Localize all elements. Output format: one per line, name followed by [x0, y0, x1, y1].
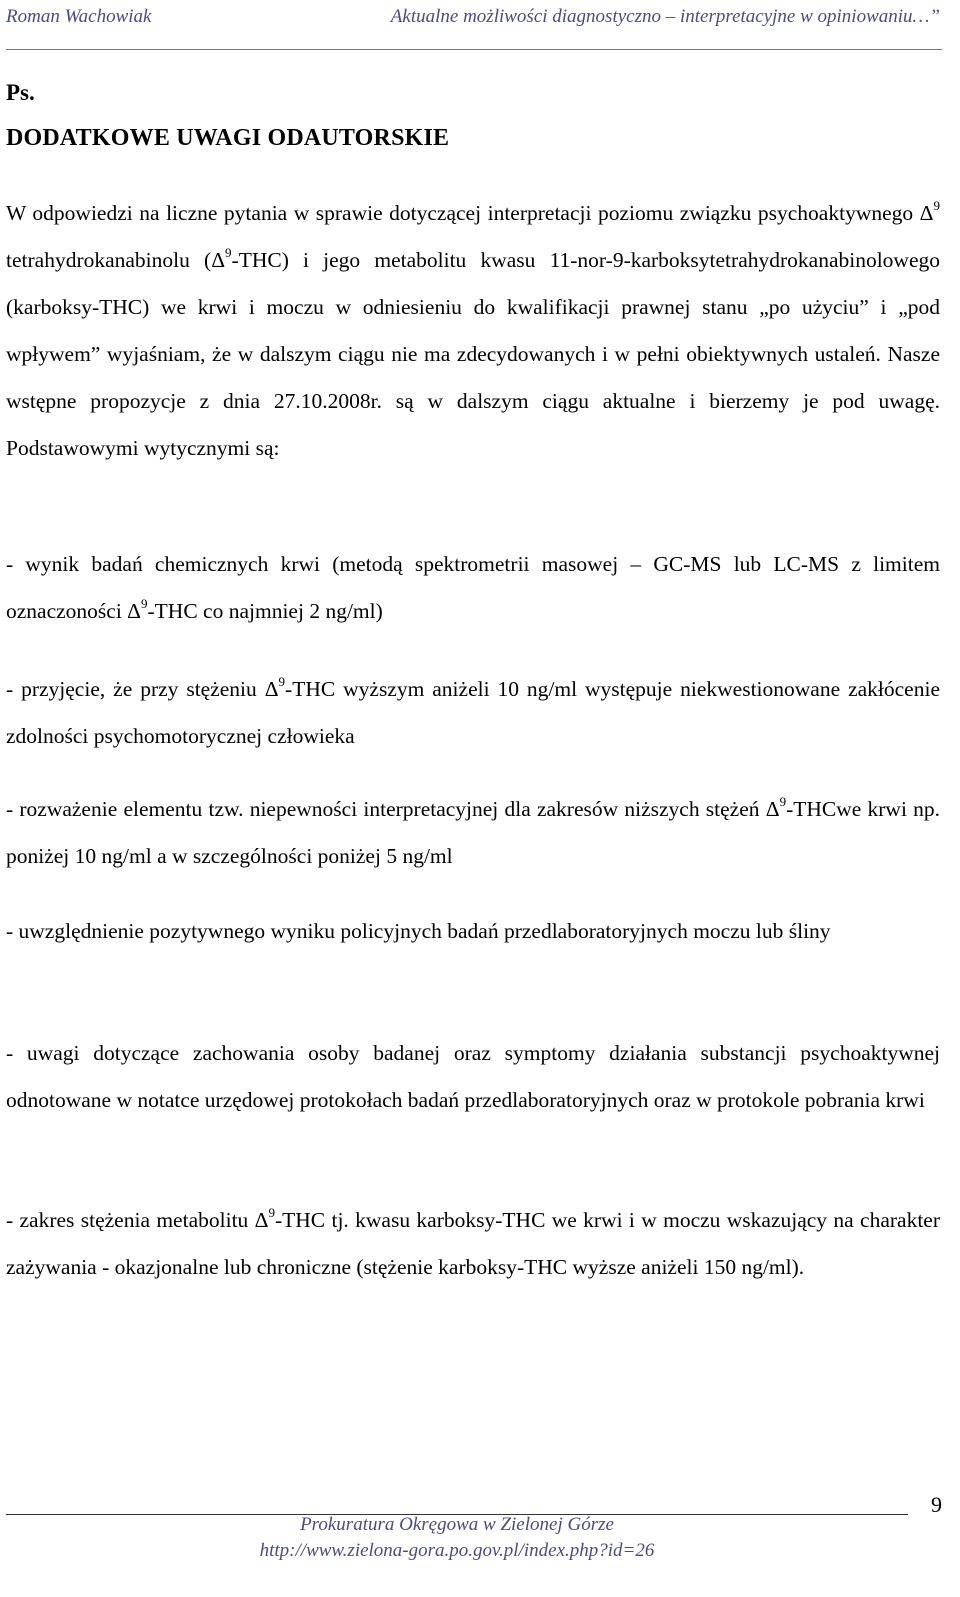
- page-footer: [6, 1490, 942, 1590]
- header-title: Aktualne możliwości diagnostyczno – interpretacyjne w opiniowaniu…”: [390, 6, 940, 27]
- superscript-9: 9: [779, 794, 787, 809]
- list-item-uncertainty: [6, 786, 940, 880]
- superscript-9: 9: [268, 1205, 275, 1220]
- header-author: Roman Wachowiak: [6, 6, 152, 27]
- page-number: 9: [931, 1492, 942, 1517]
- item6-text-1: - zakres stężenia metabolitu Δ: [6, 1208, 269, 1232]
- header-rule: [6, 49, 942, 50]
- superscript-9: 9: [225, 245, 232, 260]
- list-item-blood-test: [6, 541, 940, 635]
- page-header: [6, 4, 942, 44]
- list-item-metabolite: [6, 1197, 940, 1291]
- item3-text-2: -THCwe krwi np. poniżej 10 ng/ml a w szczególności poniżej 5 ng/ml: [6, 797, 941, 868]
- footer-url: http://www.zielona-gora.po.gov.pl/index.php?id=26: [259, 1540, 655, 1561]
- item6-text-2: -THC tj. kwasu karboksy-THC we krwi i w moczu wskazujący na charakter zażywania - okazjonalne lub chroniczne (stężenie karboksy-THC wyższe aniżeli 150 ng/ml).: [6, 1208, 941, 1279]
- list-item-behavior: - uwagi dotyczące zachowania osoby badanej oraz symptomy działania substancji psychoaktywnej odnotowane w notatce urzędowej protokołach badań przedlaboratoryjnych oraz w protokole pobrania krwi: [6, 1041, 940, 1112]
- section-heading: DODATKOWE UWAGI ODAUTORSKIE: [6, 125, 450, 151]
- intro-text-3: -THC) i jego metabolitu kwasu 11-nor-9-karboksytetrahydrokanabinolowego (karboksy-THC) we krwi i moczu w odniesieniu do kwalifikacji prawnej stanu „po użyciu” i „pod wpływem” wyjaśniam, że w dalszym ciągu nie ma zdecydowanych i w pełni obiektywnych ustaleń. Nasze wstępne propozycje z dnia 27.10.2008r. są w dalszym ciągu aktualne i bierzemy je pod uwagę. Podstawowymi wytycznymi są:: [6, 248, 940, 460]
- intro-text-2: tetrahydrokanabinolu (Δ: [6, 248, 226, 272]
- intro-text-1: W odpowiedzi na liczne pytania w sprawie dotyczącej interpretacji poziomu związku psychoaktywnego Δ: [6, 201, 934, 225]
- item1-text-1: - wynik badań chemicznych krwi (metodą spektrometrii masowej – GC-MS lub LC-MS z limitem oznaczoności Δ: [6, 552, 940, 623]
- ps-label: Ps.: [6, 80, 35, 105]
- superscript-9: 9: [141, 596, 148, 611]
- intro-paragraph: [6, 190, 940, 472]
- footer-organization: Prokuratura Okręgowa w Zielonej Górze: [300, 1514, 614, 1535]
- superscript-9: 9: [933, 198, 940, 213]
- list-item-pretests: - uwzględnienie pozytywnego wyniku policyjnych badań przedlaboratoryjnych moczu lub śliny: [6, 919, 831, 943]
- list-item-threshold: [6, 666, 940, 760]
- item2-text-2: -THC wyższym aniżeli 10 ng/ml występuje niekwestionowane zakłócenie zdolności psychomotorycznej człowieka: [6, 677, 940, 748]
- superscript-9: 9: [278, 674, 286, 689]
- item3-text-1: - rozważenie elementu tzw. niepewności interpretacyjnej dla zakresów niższych stężeń Δ: [6, 797, 780, 821]
- item2-text-1: - przyjęcie, że przy stężeniu Δ: [6, 677, 279, 701]
- item1-text-2: -THC co najmniej 2 ng/ml): [147, 599, 383, 623]
